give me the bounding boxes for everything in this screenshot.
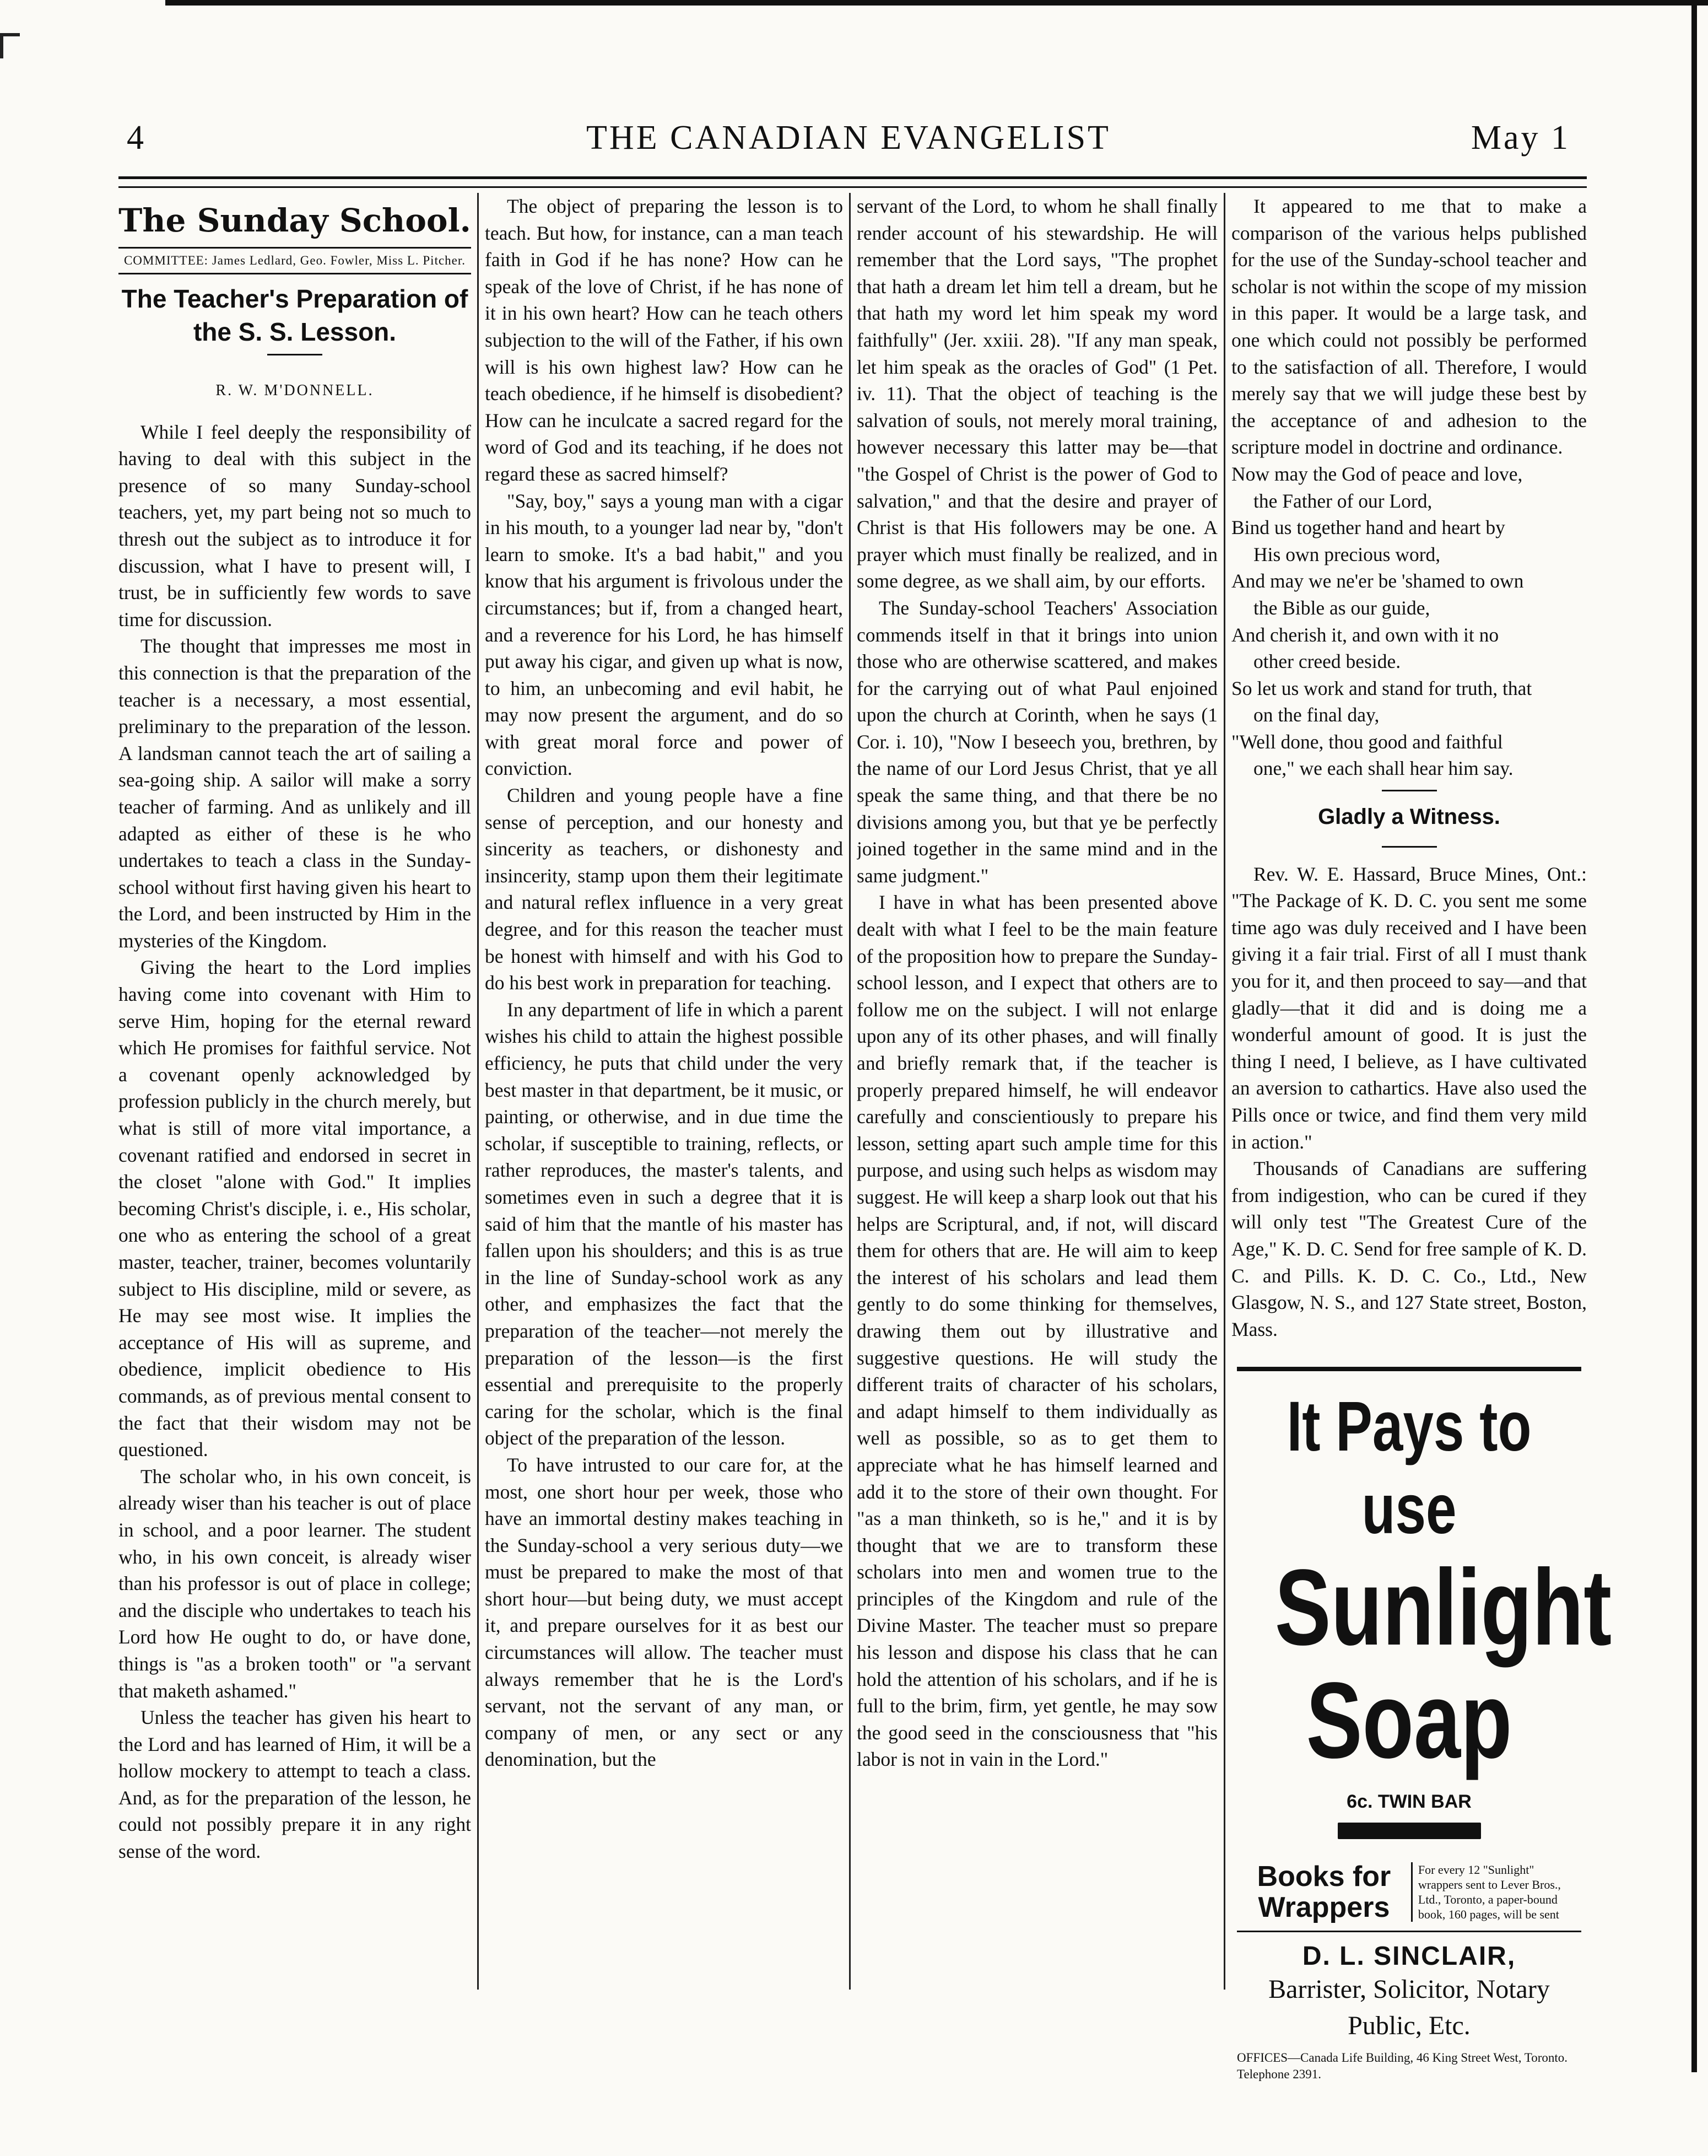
hymn-line: one," we each shall hear him say.	[1253, 757, 1514, 780]
page-right-edge	[1691, 0, 1697, 2072]
paragraph: "Say, boy," says a young man with a cigar in his mouth, to a younger lad near by, "don't learn to smoke. It's a bad habit," and you know that his argument is frivolous under the circumstances; but if, from a changed heart, and a reverence for his Lord, he has himself put away his cigar, and given up what is now, to him, an unbecoming and evil habit, he may now present the argument, and do so with great moral force and power of conviction.	[485, 489, 843, 780]
hymn-line: on the final day,	[1253, 704, 1380, 726]
divider	[1382, 790, 1437, 791]
masthead-rule-thin	[118, 186, 1587, 188]
section-title: Gladly a Witness.	[1318, 805, 1500, 829]
department-title: The Sunday School.	[118, 202, 471, 239]
issue-date: May 1	[1471, 119, 1570, 157]
column-divider	[477, 193, 479, 1990]
hymn-line: So let us work and stand for truth, that	[1231, 677, 1532, 699]
column-2	[485, 193, 843, 1990]
sunlight-soap-advertisement	[1237, 1367, 1612, 2083]
paragraph: Children and young people have a fine sense of perception, and our honesty and sincerity as teachers, or dishonesty and insincerity, stamp upon them their legitimate and natural reflex influence in a very great degree, and for this reason the teacher must be honest with himself and with his God to do his best work in preparation for teaching.	[485, 784, 843, 994]
divider	[1382, 846, 1437, 848]
column-1	[118, 193, 471, 1990]
hymn-line: And cherish it, and own with it no	[1231, 623, 1499, 646]
column-divider	[849, 193, 851, 1990]
paragraph: The Sunday-school Teachers' Association commends itself in that it brings into union those who are otherwise scattered, and makes for the carrying out of what Paul enjoined upon the church at Corinth, when he says (1 Cor. i. 10), "Now I beseech you, brethren, by the name of our Lord Jesus Christ, that ye all speak the same thing, and that there be no divisions among you, but that ye be perfectly joined together in the same mind and in the same judgment."	[857, 596, 1218, 887]
paragraph: Rev. W. E. Hassard, Bruce Mines, Ont.: "The Package of K. D. C. you sent me some time ago was duly received and I have been giving it a fair trial. First of all I must thank you for it, and then proceed to say—and that gladly—that it did and is doing me a wonderful amount of good. It is just the thing I need, I believe, as I have cultivated an aversion to cathartics. Have also used the Pills once or twice, and find them very mild in action."	[1231, 863, 1587, 1153]
paragraph: In any department of life in which a parent wishes his child to attain the highest possible efficiency, he puts that child under the very best master in that department, be it music, or painting, or otherwise, and in due time the scholar, if susceptible to training, reflects, or rather reproduces, the master's talents, and sometimes even in such a degree that it is said of him that the mantle of his master has fallen upon his shoulders; and this is as true in the line of Sunday-school work as any other, and emphasizes the fact that the preparation of the teacher—not merely the preparation of the lesson—is the first essential and prerequisite to the properly caring for the scholar, which is the final object of the preparation of the lesson.	[485, 998, 843, 1449]
paragraph: It appeared to me that to make a comparison of the various helps published for the use of the Sunday-school teacher and scholar is not within the scope of my mission in this paper. It would be a large task, and one which could not possibly be performed to the satisfaction of all. Therefore, I would merely say that we will judge these best by the acceptance of and adhesion to the scripture model in doctrine and ordinance.	[1231, 195, 1587, 459]
books-offer	[1237, 1861, 1581, 1923]
paragraph: Unless the teacher has given his heart to the Lord and has learned of Him, it will be a hollow mockery to attempt to teach a class. And, as for the preparation of the lesson, he could not possibly prepare it in any right sense of the word.	[118, 1706, 471, 1863]
ad-brand: Sunlight	[1274, 1547, 1612, 1668]
corner-mark	[0, 33, 20, 58]
column-3	[857, 193, 1218, 1990]
divider	[1237, 1931, 1581, 1932]
hymn-line: Now may the God of peace and love,	[1231, 462, 1523, 485]
paragraph: I have in what has been presented above dealt with what I feel to be the main feature of the proposition how to prepare the Sunday-school lesson, and I expect that others are to follow me on the subject. I will not enlarge upon any of its other phases, and will finally and briefly remark that, if the teacher is properly prepared himself, he will endeavor carefully and conscientiously to prepare his lesson, setting apart such ample time for this purpose, and using such helps as wisdom may suggest. He will keep a sharp look out that his helps are Scriptural, and, if not, will discard them for others that are. He will aim to keep the interest of his scholars and lead them gently to do some thinking for themselves, drawing them out by illustrative and suggestive questions. He will study the different traits of character of his scholars, and adapt himself to them individually as well as possible, so as to get them to appreciate what he has himself learned and add it to the store of their own thought. For "as a man thinketh, so is he," and it is by thought that we are to transform these scholars into men and women true to the principles of the Kingdom and rule of the Divine Master. The teacher must so prepare his lesson and dispose his class that he can hold the attention of his scholars, and if he is full to the brim, firm, yet gentle, he may sow the good seed in the consciousness that "his labor is not in vain in the Lord."	[857, 891, 1218, 1771]
ad-price: 6c. TWIN BAR	[1347, 1791, 1472, 1812]
paragraph: The object of preparing the lesson is to teach. But how, for instance, can a man teach faith in God if he has none? How can he speak of the love of Christ, if he has none of it in his own heart? How can he teach others subjection to the will of the Father, if his own will is his own highest law? How can he teach obedience, if he himself is disobedient? How can he inculcate a sacred regard for the word of God and its teaching, if he does not regard these as sacred himself?	[485, 195, 843, 485]
ad-product: Soap	[1306, 1660, 1512, 1781]
paragraph: servant of the Lord, to whom he shall finally render account of his stewardship. He will remember that the Lord says, "The prophet that hath a dream let him tell a dream, but he that hath my word let him speak my word faithfully" (Jer. xxiii. 28). "If any man speak, let him speak as the oracles of God" (1 Pet. iv. 11). That the object of teaching is the salvation of souls, not merely moral training, however necessary this latter may be—that "the Gospel of Christ is the power of God to salvation," and that the desire and prayer of Christ is that His followers may be one. A prayer which must finally be realized, and in some degree, as we shall aim, by our efforts.	[857, 195, 1218, 592]
article-title: The Teacher's Preparation of the S. S. Lesson.	[121, 284, 468, 346]
paragraph: The scholar who, in his own conceit, is already wiser than his teacher is out of place in school, and a poor learner. The student who, in his own conceit, is already wiser than his professor is out of place in college; and the disciple who undertakes to teach his Lord how He ought to do, or have done, things is "as a broken tooth" or "a servant that maketh ashamed."	[118, 1465, 471, 1702]
divider	[267, 354, 322, 355]
ad-rule	[1237, 1367, 1581, 1371]
hymn-line: the Bible as our guide,	[1253, 596, 1430, 619]
column-divider	[1224, 193, 1225, 1990]
hymn-line: And may we ne'er be 'shamed to own	[1231, 570, 1524, 592]
masthead-rule	[118, 176, 1587, 179]
paragraph: To have intrusted to our care for, at the most, one short hour per week, those who have an immortal destiny makes teaching in the Sunday-school a very serious duty—we must be prepared to make the most of that short hour—but being duty, we must accept it, and prepare ourselves for it as best our circumstances will allow. The teacher must always remember that he is the Lord's servant, not the servant of any man, or company of men, or any sect or any denomination, but the	[485, 1453, 843, 1771]
lawyer-offices: OFFICES—Canada Life Building, 46 King Street West, Toronto. Telephone 2391.	[1237, 2051, 1568, 2081]
page-number: 4	[127, 119, 146, 157]
newspaper-title: THE CANADIAN EVANGELIST	[586, 119, 1111, 157]
divider	[118, 273, 471, 274]
hymn-line: the Father of our Lord,	[1253, 489, 1433, 512]
hymn-line: His own precious word,	[1253, 543, 1441, 565]
paragraph: Thousands of Canadians are suffering from indigestion, who can be cured if they will only test "The Greatest Cure of the Age," K. D. C. Send for free sample of K. D. C. and Pills. K. D. C. Co., Ltd., New Glasgow, N. S., and 127 State street, Boston, Mass.	[1231, 1157, 1587, 1340]
soap-bar-graphic	[1338, 1823, 1481, 1839]
lawyer-profession: Barrister, Solicitor, Notary Public, Etc.	[1268, 1975, 1550, 2040]
ad-headline: It Pays to use	[1287, 1387, 1532, 1549]
hymn-line: other creed beside.	[1253, 650, 1401, 673]
paragraph: The thought that impresses me most in this connection is that the preparation of the teacher is a necessary, a most essential, preliminary to the preparation of the lesson. A landsman cannot teach the art of sailing a sea-going ship. A sailor will make a sorry teacher of farming. And as unlikely and ill adapted as either of these is he who undertakes to teach a class in the Sunday-school without first having given his heart to the Lord, and been instructed by Him in the mysteries of the Kingdom.	[118, 635, 471, 952]
paragraph: While I feel deeply the responsibility of having to deal with this subject in the presence of so many Sunday-school teachers, yet, my part being not so much to thresh out the subject as to introduce it for discussion, what I have to present will, I trust, be in sufficiently few words to save time for discussion.	[118, 421, 471, 630]
masthead	[127, 118, 1570, 168]
hymn-verse	[1231, 461, 1587, 782]
books-offer-title: Books for Wrappers	[1257, 1861, 1391, 1923]
hymn-line: Bind us together hand and heart by	[1231, 516, 1505, 539]
divider	[118, 247, 471, 249]
books-offer-text: For every 12 "Sunlight" wrappers sent to Lever Bros., Ltd., Toronto, a paper-bound book, 160 pages, will be sent	[1411, 1862, 1581, 1922]
page-top-edge	[165, 0, 1708, 6]
paragraph: Giving the heart to the Lord implies having come into covenant with Him to serve Him, hoping for the eternal reward which He promises for faithful service. Not a covenant openly acknowledged by profession publicly in the church merely, but what is still of more vital importance, a covenant ratified and endorsed in secret in the closet "alone with God." It implies becoming Christ's disciple, i. e., His scholar, one who as entering the school of a great master, teacher, trainer, becomes voluntarily subject to His discipline, mild or severe, as He may see most wise. It implies the acceptance of His will as supreme, and obedience, implicit obedience to His commands, as of previous mental consent to the fact that their wisdom may not be questioned.	[118, 956, 471, 1461]
committee-line: COMMITTEE: James Ledlard, Geo. Fowler, Miss L. Pitcher.	[123, 254, 466, 267]
byline: R. W. M'DONNELL.	[215, 382, 374, 399]
lawyer-name: D. L. SINCLAIR,	[1302, 1942, 1516, 1971]
hymn-line: "Well done, thou good and faithful	[1231, 730, 1503, 753]
